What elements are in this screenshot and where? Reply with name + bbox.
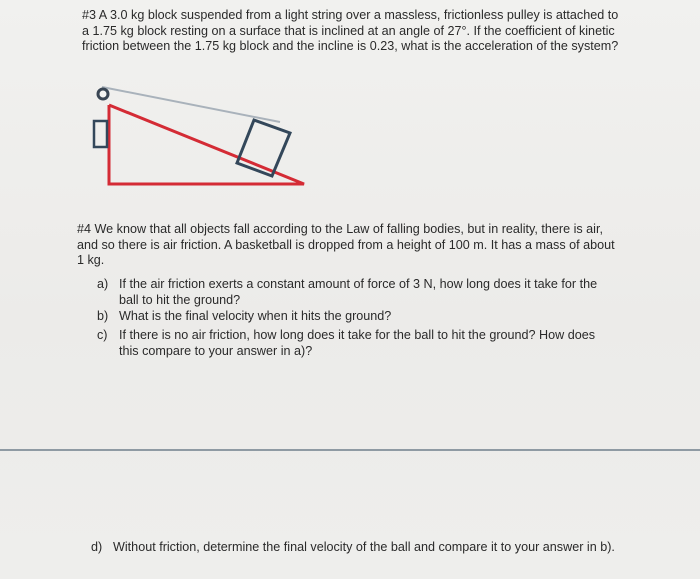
pulley-icon bbox=[98, 89, 108, 99]
incline-pulley-diagram bbox=[80, 80, 320, 195]
hanging-block bbox=[94, 121, 107, 147]
question-d-label: d) bbox=[91, 540, 103, 554]
problem-4-intro: #4 We know that all objects fall according to the Law of falling bodies, but in reality, there is air, and so there is air friction. A basketball is dropped from a height of 100 m. It has a mass of about 1 kg. bbox=[77, 222, 615, 267]
question-b-label: b) bbox=[97, 309, 109, 323]
problem-3-text: #3 A 3.0 kg block suspended from a light string over a massless, frictionless pulley is attached to a 1.75 kg block resting on a surface that is inclined at an angle of 27°. If the coefficient of kinetic friction between the 1.75 kg block and the incline is 0.23, what is the acceleration of the system? bbox=[82, 8, 619, 53]
question-a-label: a) bbox=[97, 277, 109, 291]
string-line bbox=[102, 87, 280, 122]
question-d-text: Without friction, determine the final velocity of the ball and compare it to your answer in b). bbox=[113, 540, 615, 554]
page-divider bbox=[0, 449, 700, 451]
question-c-label: c) bbox=[97, 328, 108, 342]
question-c-text: If there is no air friction, how long does it take for the ball to hit the ground? How does this compare to your answer in a)? bbox=[119, 328, 596, 358]
question-b-text: What is the final velocity when it hits the ground? bbox=[119, 309, 392, 323]
question-a-text: If the air friction exerts a constant amount of force of 3 N, how long does it take for the ball to hit the ground? bbox=[119, 277, 598, 307]
